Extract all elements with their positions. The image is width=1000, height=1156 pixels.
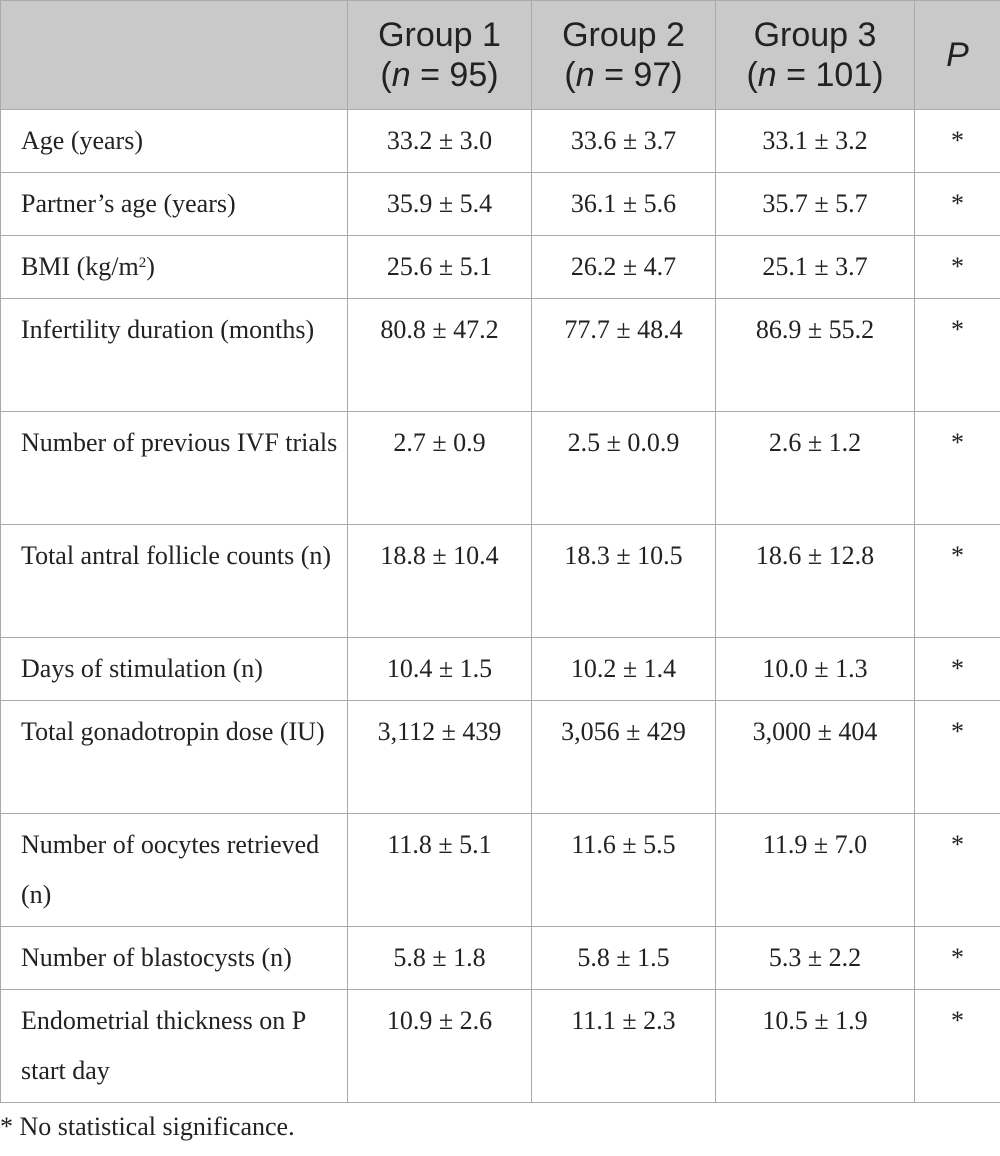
group-3-value: 5.3 ± 2.2 (716, 927, 915, 990)
row-label: Endometrial thickness on P start day (1, 990, 348, 1103)
row-label: Total antral follicle counts (n) (1, 525, 348, 638)
group-1-value: 5.8 ± 1.8 (348, 927, 532, 990)
table-row (1, 299, 1000, 412)
group-3-value: 10.0 ± 1.3 (716, 638, 915, 701)
group-1-value: 33.2 ± 3.0 (348, 110, 532, 173)
table-row (1, 638, 1000, 701)
row-label: Total gonadotropin dose (IU) (1, 701, 348, 814)
p-value: * (915, 412, 1000, 525)
row-label: Partner’s age (years) (1, 173, 348, 236)
p-value: * (915, 236, 1000, 299)
group-3-value: 25.1 ± 3.7 (716, 236, 915, 299)
group-3-value: 3,000 ± 404 (716, 701, 915, 814)
header-group-3: Group 3 (n = 101) (716, 1, 915, 110)
row-label: Number of previous IVF trials (1, 412, 348, 525)
p-value: * (915, 299, 1000, 412)
group-2-value: 10.2 ± 1.4 (532, 638, 716, 701)
group-2-value: 3,056 ± 429 (532, 701, 716, 814)
group-3-value: 18.6 ± 12.8 (716, 525, 915, 638)
group-2-value: 11.1 ± 2.3 (532, 990, 716, 1103)
group-2-value: 5.8 ± 1.5 (532, 927, 716, 990)
table-row (1, 236, 1000, 299)
table-row (1, 927, 1000, 990)
group-1-value: 10.4 ± 1.5 (348, 638, 532, 701)
group-3-value: 86.9 ± 55.2 (716, 299, 915, 412)
table-row (1, 525, 1000, 638)
p-value: * (915, 110, 1000, 173)
group-3-value: 2.6 ± 1.2 (716, 412, 915, 525)
group-3-value: 11.9 ± 7.0 (716, 814, 915, 927)
row-label: Number of blastocysts (n) (1, 927, 348, 990)
group-2-value: 11.6 ± 5.5 (532, 814, 716, 927)
group-1-value: 35.9 ± 5.4 (348, 173, 532, 236)
table-row (1, 990, 1000, 1103)
p-value: * (915, 927, 1000, 990)
table-footnote: * No statistical significance. (0, 1112, 295, 1141)
table-row (1, 173, 1000, 236)
group-1-value: 2.7 ± 0.9 (348, 412, 532, 525)
p-value: * (915, 990, 1000, 1103)
row-label: Days of stimulation (n) (1, 638, 348, 701)
row-label: Age (years) (1, 110, 348, 173)
group-1-value: 10.9 ± 2.6 (348, 990, 532, 1103)
p-value: * (915, 525, 1000, 638)
table-row (1, 110, 1000, 173)
header-p-value: P (915, 1, 1000, 110)
group-2-value: 2.5 ± 0.0.9 (532, 412, 716, 525)
group-3-value: 35.7 ± 5.7 (716, 173, 915, 236)
header-group-2: Group 2 (n = 97) (532, 1, 716, 110)
p-value: * (915, 701, 1000, 814)
table-row (1, 814, 1000, 927)
table-row (1, 412, 1000, 525)
header-empty-cell (1, 1, 348, 110)
p-value: * (915, 638, 1000, 701)
group-1-value: 3,112 ± 439 (348, 701, 532, 814)
p-value: * (915, 814, 1000, 927)
group-1-value: 18.8 ± 10.4 (348, 525, 532, 638)
group-1-value: 80.8 ± 47.2 (348, 299, 532, 412)
group-3-value: 10.5 ± 1.9 (716, 990, 915, 1103)
p-value: * (915, 173, 1000, 236)
group-1-value: 25.6 ± 5.1 (348, 236, 532, 299)
row-label: Number of oocytes retrieved (n) (1, 814, 348, 927)
table-row (1, 701, 1000, 814)
row-label: Infertility duration (months) (1, 299, 348, 412)
group-2-value: 33.6 ± 3.7 (532, 110, 716, 173)
group-1-value: 11.8 ± 5.1 (348, 814, 532, 927)
group-2-value: 18.3 ± 10.5 (532, 525, 716, 638)
group-3-value: 33.1 ± 3.2 (716, 110, 915, 173)
row-label: BMI $(kg/m^2)$ (1, 236, 348, 299)
group-2-value: 36.1 ± 5.6 (532, 173, 716, 236)
group-2-value: 77.7 ± 48.4 (532, 299, 716, 412)
group-2-value: 26.2 ± 4.7 (532, 236, 716, 299)
header-group-1: Group 1 (n = 95) (348, 1, 532, 110)
header-row (1, 1, 1000, 110)
